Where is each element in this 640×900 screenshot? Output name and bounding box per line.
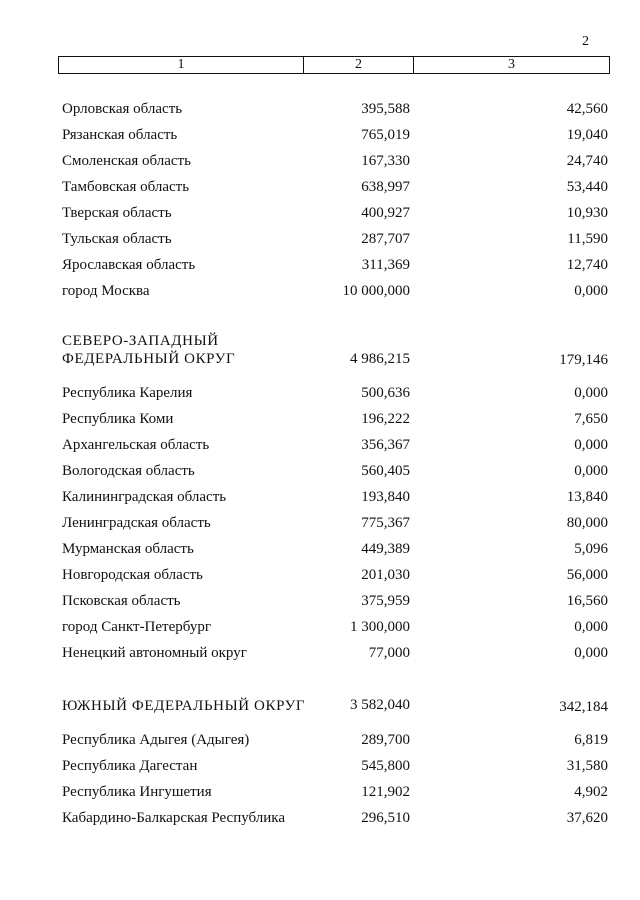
region-name: Республика Дагестан bbox=[62, 758, 198, 774]
region-name: Ненецкий автономный округ bbox=[62, 645, 247, 661]
value-col2: 545,800 bbox=[361, 758, 410, 774]
column-header-3: 3 bbox=[508, 57, 515, 72]
value-col3: 5,096 bbox=[574, 541, 608, 557]
table-row bbox=[0, 463, 640, 483]
district-row-northwest bbox=[0, 332, 640, 372]
value-col3: 37,620 bbox=[566, 810, 608, 826]
table-row bbox=[0, 732, 640, 752]
value-col3: 7,650 bbox=[574, 411, 608, 427]
district-total-col3: 342,184 bbox=[559, 699, 608, 715]
region-name: Республика Ингушетия bbox=[62, 784, 212, 800]
value-col2: 449,389 bbox=[361, 541, 410, 557]
value-col3: 80,000 bbox=[566, 515, 608, 531]
value-col3: 13,840 bbox=[566, 489, 608, 505]
value-col2: 201,030 bbox=[361, 567, 410, 583]
region-name: Рязанская область bbox=[62, 127, 178, 143]
value-col3: 6,819 bbox=[574, 732, 608, 748]
value-col2: 638,997 bbox=[361, 179, 410, 195]
value-col3: 0,000 bbox=[574, 437, 608, 453]
value-col2: 356,367 bbox=[361, 437, 410, 453]
region-name: Псковская область bbox=[62, 593, 181, 609]
table-row bbox=[0, 153, 640, 173]
value-col2: 395,588 bbox=[361, 101, 410, 117]
value-col2: 311,369 bbox=[361, 257, 410, 273]
district-total-col2: 3 582,040 bbox=[350, 697, 410, 713]
value-col2: 167,330 bbox=[361, 153, 410, 169]
table-row bbox=[0, 515, 640, 535]
region-name: Тульская область bbox=[62, 231, 172, 247]
region-name: Республика Адыгея (Адыгея) bbox=[62, 732, 250, 748]
region-name: Орловская область bbox=[62, 101, 183, 117]
district-title-line2: ФЕДЕРАЛЬНЫЙ ОКРУГ bbox=[62, 351, 236, 367]
table-row bbox=[0, 257, 640, 277]
region-name: город Москва bbox=[62, 283, 150, 299]
value-col2: 10 000,000 bbox=[342, 283, 410, 299]
value-col2: 193,840 bbox=[361, 489, 410, 505]
value-col2: 196,222 bbox=[361, 411, 410, 427]
value-col3: 0,000 bbox=[574, 619, 608, 635]
region-name: Тверская область bbox=[62, 205, 172, 221]
region-name: Ярославская область bbox=[62, 257, 196, 273]
region-name: Калининградская область bbox=[62, 489, 227, 505]
value-col2: 289,700 bbox=[361, 732, 410, 748]
region-name: Архангельская область bbox=[62, 437, 210, 453]
region-name: Кабардино-Балкарская Республика bbox=[62, 810, 286, 826]
table-row bbox=[0, 541, 640, 561]
value-col2: 765,019 bbox=[361, 127, 410, 143]
value-col2: 500,636 bbox=[361, 385, 410, 401]
table-row bbox=[0, 567, 640, 587]
table-row bbox=[0, 283, 640, 303]
value-col3: 42,560 bbox=[566, 101, 608, 117]
value-col3: 0,000 bbox=[574, 283, 608, 299]
value-col2: 121,902 bbox=[361, 784, 410, 800]
region-name: Тамбовская область bbox=[62, 179, 190, 195]
table-row bbox=[0, 593, 640, 613]
table-row bbox=[0, 231, 640, 251]
column-header-2: 2 bbox=[304, 57, 414, 73]
district-total-col3: 179,146 bbox=[559, 352, 608, 368]
value-col3: 56,000 bbox=[566, 567, 608, 583]
value-col2: 775,367 bbox=[361, 515, 410, 531]
table-row bbox=[0, 385, 640, 405]
region-name: Ленинградская область bbox=[62, 515, 211, 531]
region-name: город Санкт-Петербург bbox=[62, 619, 211, 635]
district-total-col2: 4 986,215 bbox=[350, 351, 410, 367]
table-row bbox=[0, 758, 640, 778]
value-col2: 560,405 bbox=[361, 463, 410, 479]
value-col3: 53,440 bbox=[566, 179, 608, 195]
value-col2: 77,000 bbox=[368, 645, 410, 661]
value-col3: 0,000 bbox=[574, 463, 608, 479]
page-number: 2 bbox=[582, 34, 589, 49]
value-col2: 1 300,000 bbox=[350, 619, 410, 635]
region-name: Вологодская область bbox=[62, 463, 195, 479]
table-row bbox=[0, 205, 640, 225]
value-col3: 24,740 bbox=[566, 153, 608, 169]
region-name: Новгородская область bbox=[62, 567, 203, 583]
value-col3: 0,000 bbox=[574, 385, 608, 401]
region-name: Республика Карелия bbox=[62, 385, 193, 401]
region-name: Мурманская область bbox=[62, 541, 194, 557]
table-row bbox=[0, 810, 640, 830]
value-col3: 10,930 bbox=[566, 205, 608, 221]
value-col3: 12,740 bbox=[566, 257, 608, 273]
table-row bbox=[0, 784, 640, 804]
value-col3: 16,560 bbox=[566, 593, 608, 609]
table-row bbox=[0, 127, 640, 147]
table-row bbox=[0, 101, 640, 121]
district-title: ЮЖНЫЙ ФЕДЕРАЛЬНЫЙ ОКРУГ bbox=[62, 698, 306, 714]
table-row bbox=[0, 619, 640, 639]
value-col3: 31,580 bbox=[566, 758, 608, 774]
value-col3: 0,000 bbox=[574, 645, 608, 661]
region-name: Смоленская область bbox=[62, 153, 191, 169]
table-row bbox=[0, 179, 640, 199]
value-col3: 4,902 bbox=[574, 784, 608, 800]
table-row bbox=[0, 489, 640, 509]
table-row bbox=[0, 437, 640, 457]
value-col2: 287,707 bbox=[361, 231, 410, 247]
district-row-south bbox=[0, 697, 640, 717]
value-col2: 375,959 bbox=[361, 593, 410, 609]
value-col2: 296,510 bbox=[361, 810, 410, 826]
value-col3: 19,040 bbox=[566, 127, 608, 143]
table-row bbox=[0, 645, 640, 665]
value-col3: 11,590 bbox=[567, 231, 608, 247]
value-col2: 400,927 bbox=[361, 205, 410, 221]
district-title-line1: СЕВЕРО-ЗАПАДНЫЙ bbox=[62, 333, 219, 349]
region-name: Республика Коми bbox=[62, 411, 174, 427]
table-row bbox=[0, 411, 640, 431]
column-header-1: 1 bbox=[59, 57, 304, 73]
